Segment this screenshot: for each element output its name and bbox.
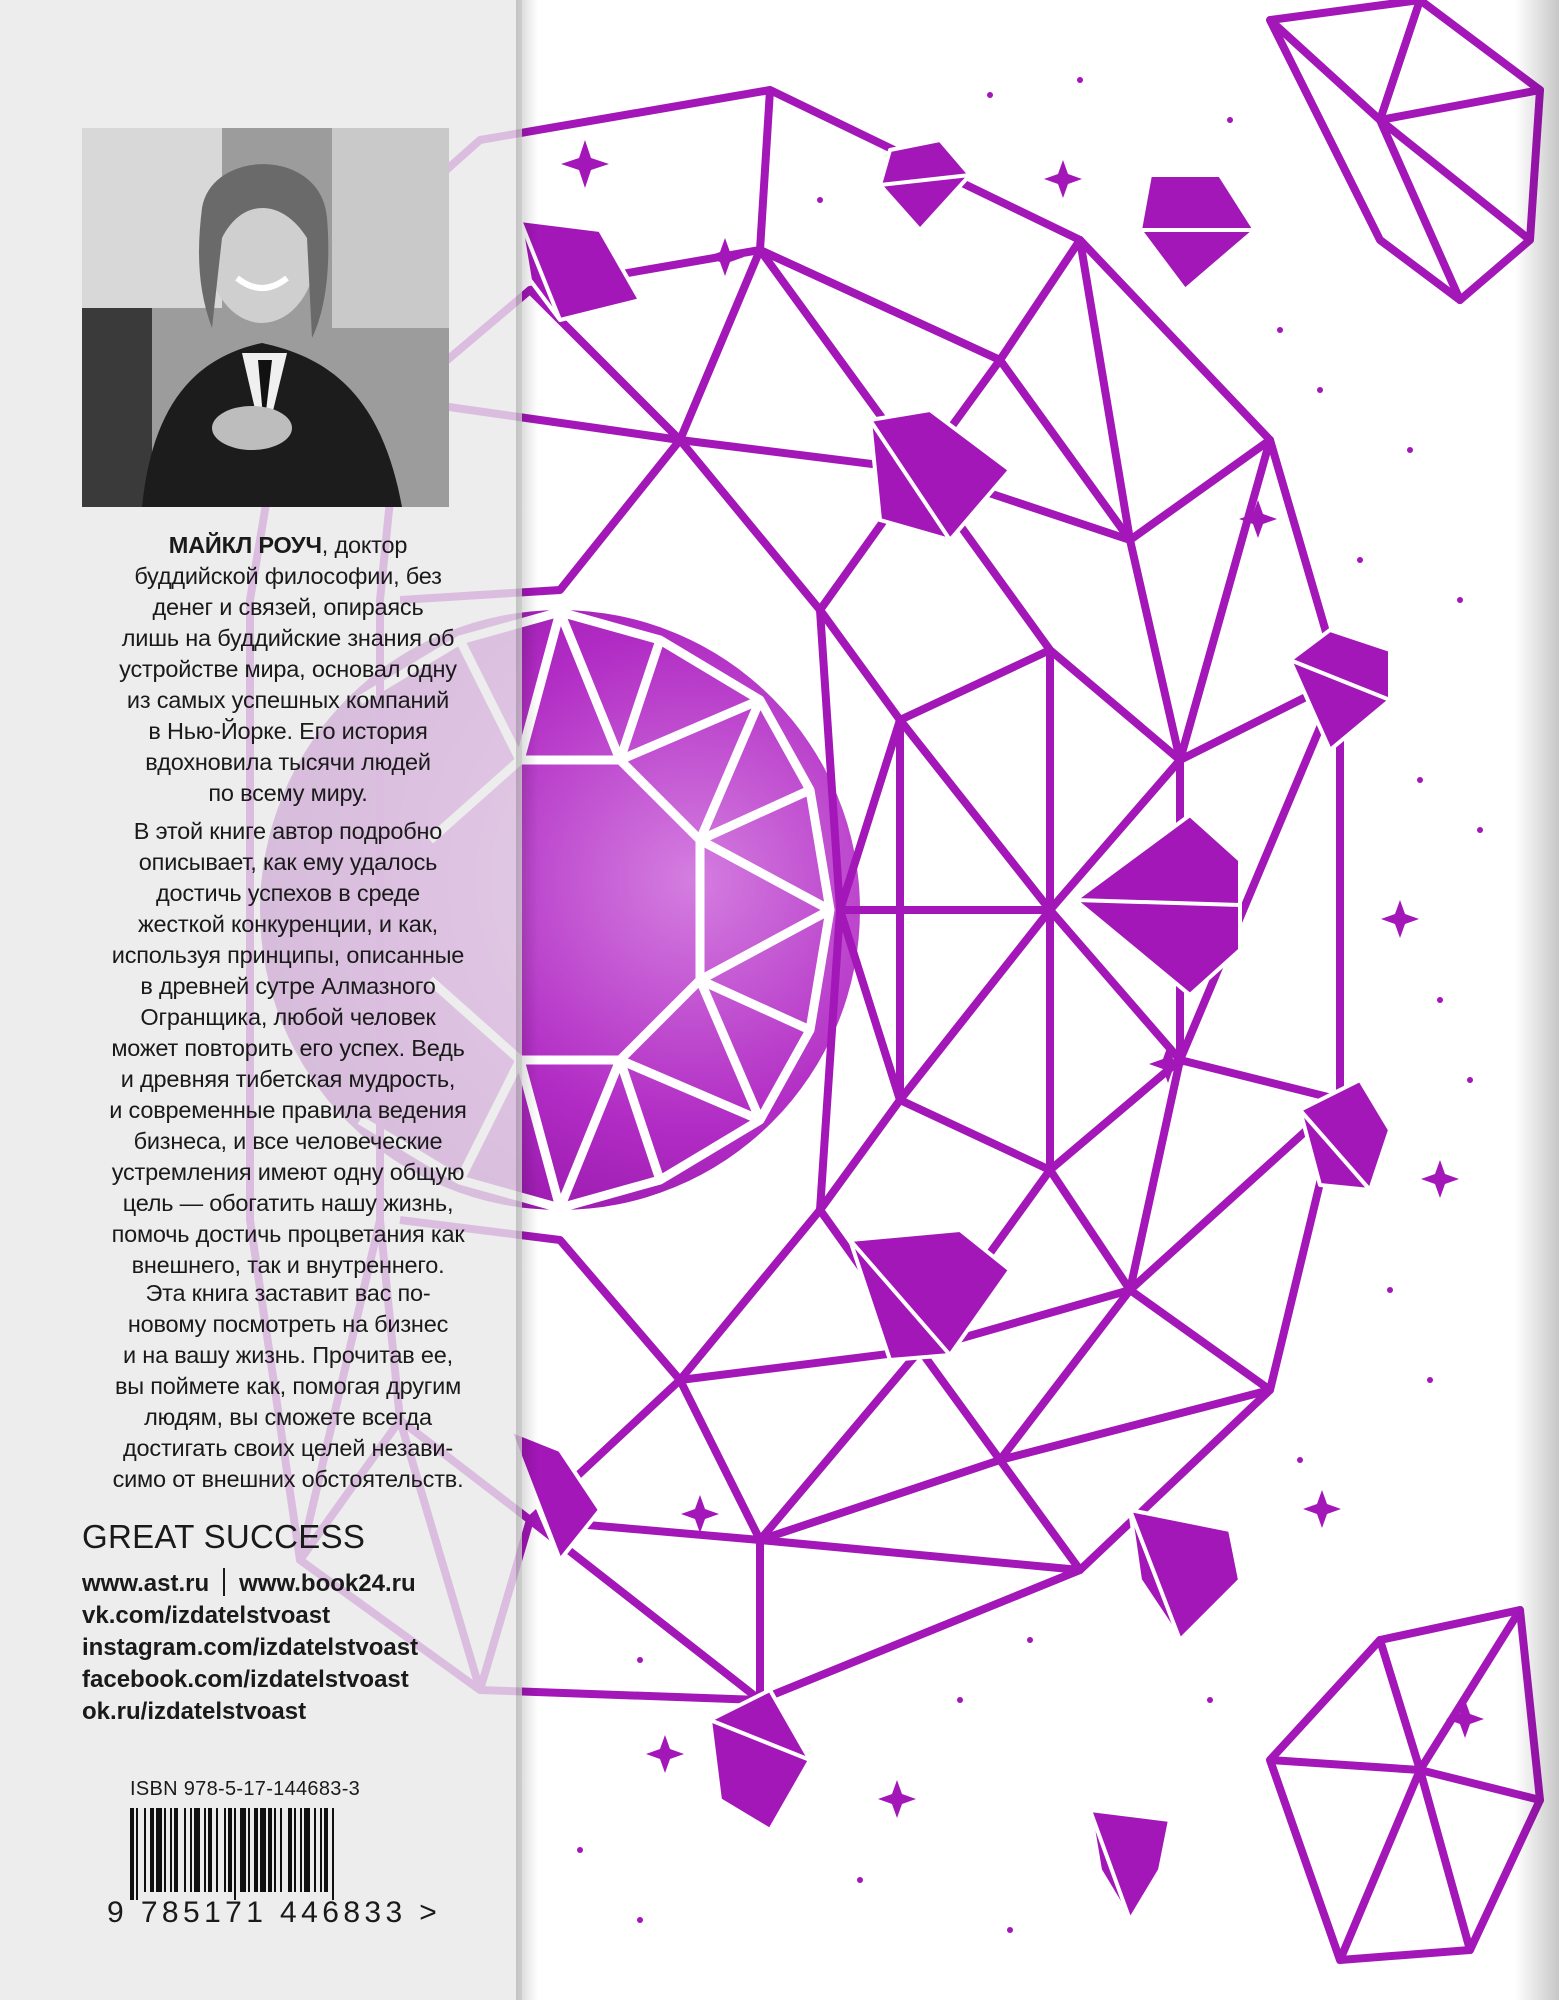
description-line: цель — обогатить нашу жизнь, — [122, 1190, 454, 1216]
description-line: в древней сутре Алмазного — [140, 973, 436, 999]
description-paragraph-2 — [78, 1278, 498, 1495]
description-paragraph-1 — [78, 816, 498, 1281]
bio-line: в Нью-Йорке. Его история — [148, 718, 428, 744]
description-line: достичь успехов в среде — [155, 880, 421, 906]
bio-line: денег и связей, опираясь — [152, 594, 424, 620]
link-facebook[interactable]: facebook.com/izdatelstvoast — [82, 1666, 409, 1693]
description-line: В этой книге автор подробно — [133, 818, 443, 844]
description-line: и современные правила ведения — [109, 1097, 467, 1123]
series-title: GREAT SUCCESS — [82, 1518, 366, 1555]
author-name: МАЙКЛ РОУЧ — [168, 532, 322, 558]
gem-icon — [520, 220, 640, 320]
bio-line: лишь на буддийские знания об — [121, 625, 455, 651]
bio-line: вдохновила тысячи людей — [145, 749, 431, 775]
description-line: устремления имеют одну общую — [111, 1159, 465, 1185]
link-ok[interactable]: ok.ru/izdatelstvoast — [82, 1698, 307, 1725]
bio-line: , доктор — [321, 532, 408, 558]
description-line: внешнего, так и внутреннего. — [131, 1252, 445, 1278]
description-line: может повторить его успех. Ведь — [111, 1035, 465, 1061]
gem-icon — [1130, 1510, 1240, 1640]
description-line: вы поймете как, помогая другим — [114, 1373, 462, 1399]
barcode-digits: 9 785171 446833 > — [107, 1896, 442, 1929]
description-line: и на вашу жизнь. Прочитав ее, — [123, 1342, 453, 1368]
description-line: жесткой конкуренции, и как, — [137, 911, 439, 937]
author-bio — [78, 530, 498, 809]
isbn-label: ISBN 978-5-17-144683-3 — [130, 1778, 361, 1800]
description-line: используя принципы, описанные — [111, 942, 465, 968]
edge-shadow — [1515, 0, 1559, 2000]
gem-icon — [1290, 630, 1390, 750]
description-line: бизнеса, и все человеческие — [133, 1128, 443, 1154]
description-line: достигать своих целей незави- — [123, 1435, 453, 1461]
description-line: новому посмотреть на бизнес — [127, 1311, 449, 1337]
link-ast[interactable]: www.ast.ru — [82, 1570, 210, 1597]
description-line: Эта книга заставит вас по- — [145, 1280, 431, 1306]
barcode-icon — [128, 1808, 398, 1900]
bio-line: устройстве мира, основал одну — [119, 656, 457, 682]
description-line: людям, вы сможете всегда — [144, 1404, 432, 1430]
description-line: Огранщика, любой человек — [140, 1004, 436, 1030]
gem-icon — [710, 1690, 810, 1830]
link-vk[interactable]: vk.com/izdatelstvoast — [82, 1602, 331, 1629]
description-line: описывает, как ему удалось — [138, 849, 438, 875]
description-line: помочь достичь процветания как — [111, 1221, 465, 1247]
gem-icon — [880, 140, 970, 230]
gem-icon — [850, 1230, 1010, 1360]
link-book24[interactable]: www.book24.ru — [239, 1570, 416, 1597]
gem-icon — [870, 410, 1010, 540]
description-line: симо от внешних обстоятельств. — [112, 1466, 464, 1492]
bio-line: по всему миру. — [208, 780, 368, 806]
fold-shadow — [516, 0, 538, 2000]
link-separator — [223, 1568, 225, 1596]
bio-line: буддийской философии, без — [134, 563, 442, 589]
author-photo — [82, 128, 449, 507]
link-instagram[interactable]: instagram.com/izdatelstvoast — [82, 1634, 419, 1661]
publisher-links — [82, 1568, 418, 1728]
gem-icon — [1090, 1810, 1170, 1920]
corner-outline-gems — [1270, 0, 1540, 1960]
bio-line: из самых успешных компаний — [126, 687, 450, 713]
gem-icon — [1140, 175, 1255, 290]
description-line: и древняя тибетская мудрость, — [120, 1066, 456, 1092]
